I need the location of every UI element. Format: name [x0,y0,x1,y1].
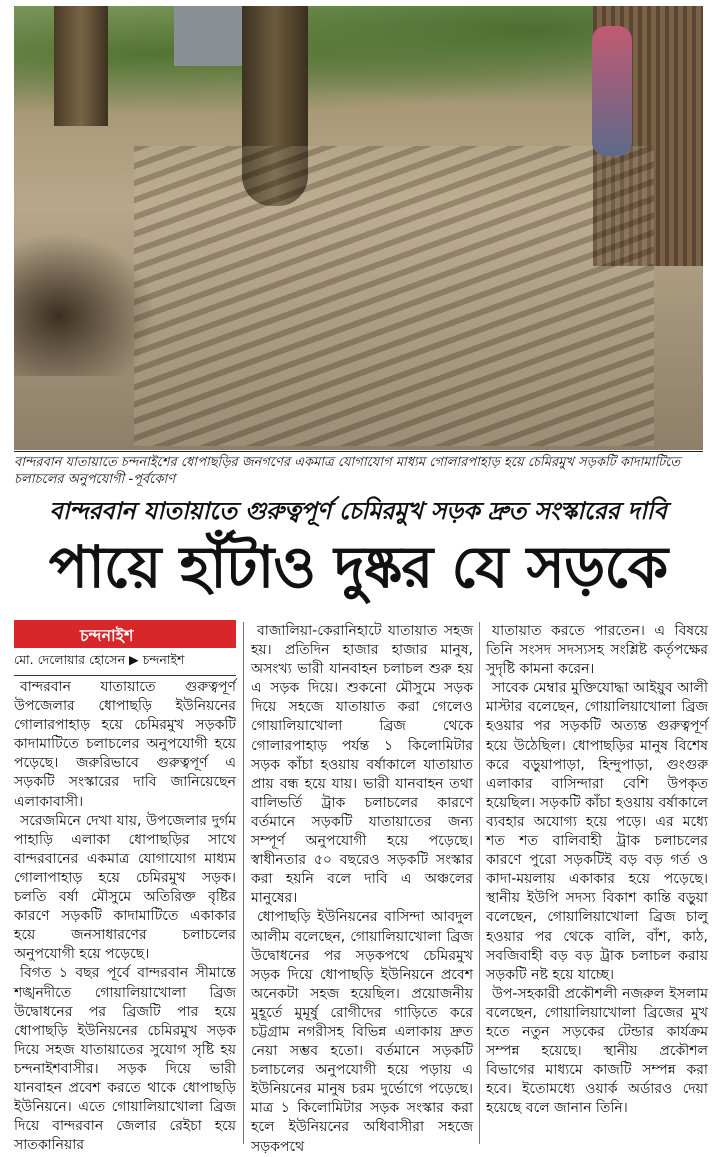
article-column-2 [251,622,473,1157]
paragraph: বান্দরবান যাতায়াতে গুরুত্বপূর্ণ উপজেলার ধোপাছড়ি ইউনিয়নের গোলারপাহাড় হয়ে চেমিরমুখ সড়কটি কাদামাটিতে চলাচলের অনুপযোগী হয়ে পড়েছে। জরুরিভাবে গুরুত্বপূর্ণ এ সড়কটি সংস্কারের দাবি জানিয়েছেন এলাকাবাসী। [14,679,236,810]
photo-caption: বান্দরবান যাতায়াতে চন্দনাইশের ধোপাছড়ির জনগণের একমাত্র যোগাযোগ মাধ্যম গোলারপাহাড় হয়ে চেমিরমুখ সড়কটি কাদামাটিতে চলাচলের অনুপযোগী -পূর্বকোণ [14,455,681,487]
paragraph: উপ-সহকারী প্রকৌশলী নজরুল ইসলাম বলেছেন, গোয়ালিয়াখোলা ব্রিজের মুখ হতে নতুন সড়কের টেন্ডার কার্যক্রম সম্পন্ন হয়েছে। স্থানীয় প্রকৌশল বিভাগের মাধ্যমে কাজটি সম্পন্ন করা হবে। ইতোমধ্যে ওয়ার্ক অর্ডারও দেয়া হয়েছে বলে জানান তিনি। [486,985,708,1117]
main-headline: পায়ে হাঁটাও দুষ্কর যে সড়কে [48,533,668,601]
article-column-1 [14,678,236,1155]
caption-divider [14,451,703,452]
paragraph: ধোপাছড়ি ইউনিয়নের বাসিন্দা আবদুল আলীম বলেছেন, গোয়ালিয়াখোলা ব্রিজ উদ্বোধনের পর সড়কপথে চেমিরমুখ সড়ক দিয়ে ধোপাছড়ি ইউনিয়নে প্রবেশ অনেকটা সহজ হয়েছিল। প্রয়োজনীয় মুহূর্তে মুমূর্ষু রোগীদের গাড়িতে করে চট্টগ্রাম নগরীসহ বিভিন্ন এলাকায় দ্রুত নেয়া সম্ভব হতো। বর্তমানে সড়কটি চলাচলের অনুপযোগী হয়ে পড়ায় এ ইউনিয়নের মানুষ চরম দুর্ভোগে পড়েছে। মাত্র ১ কিলোমিটার সড়ক সংস্কার করা হলে ইউনিয়নের অধিবাসীরা সহজে সড়কপথে [251,909,473,1155]
dateline-text: চন্দনাইশ [80,626,134,645]
column-divider [479,622,480,1144]
news-photo [14,6,703,450]
sub-headline: বান্দরবান যাতায়াতে গুরুত্বপূর্ণ চেমিরমুখ সড়ক দ্রুত সংস্কারের দাবি [49,497,667,525]
article-column-3 [486,622,708,1118]
dateline-banner [14,620,236,648]
photo-person [592,26,632,156]
byline: মো. দেলোয়ার হোসেন ▶ চন্দনাইশ [14,652,236,676]
paragraph: বাজালিয়া-কেরানিহাটে যাতায়াত সহজ হয়। প্রতিদিন হাজার হাজার মানুষ, অসংখ্য ভারী যানবাহন চলাচল শুরু হয় এ সড়ক দিয়ে। শুকনো মৌসুমে সড়ক দিয়ে সহজে যাতায়াত করা গেলেও গোয়ালিয়াখোলা ব্রিজ থেকে গোলারপাহাড় পর্যন্ত ১ কিলোমিটার সড়ক কাঁচা হওয়ায় বর্ষাকালে যাতায়াত প্রায় বন্ধ হয়ে যায়। ভারী যানবাহন তথা বালিভর্তি ট্রাক চলাচলের কারণে বর্তমানে সড়কটি যাতায়াতের জন্য সম্পূর্ণ অনুপযোগী হয়ে পড়েছে। স্বাধীনতার ৫০ বছরেও সড়কটি সংস্কার করা হয়নি বলে দাবি এ অঞ্চলের মানুষের। [251,623,473,907]
photo-tree-left [54,6,108,126]
photo-muddy-ruts [134,146,654,446]
column-divider [243,622,244,1144]
photo-shack [174,6,244,66]
paragraph: বিগত ১ বছর পূর্বে বান্দরবান সীমান্তে শঙ্খনদীতে গোয়ালিয়াখোলা ব্রিজ উদ্বোধনের পর ব্রিজটি পার হয়ে ধোপাছড়ি ইউনিয়নের চেমিরমুখ সড়ক দিয়ে সহজ যাতায়াতের সুযোগ সৃষ্টি হয় চন্দনাইশবাসীর। সড়ক দিয়ে ভারী যানবাহন প্রবেশ করতে থাকে ধোপাছড়ি ইউনিয়নে। এতে গোয়ালিয়াখোলা ব্রিজ দিয়ে বান্দরবান জেলার রেইচা হয়ে সাতকানিয়ার [14,965,236,1154]
paragraph: সাবেক মেম্বার মুক্তিযোদ্ধা আইয়ুব আলী মাস্টার বলেছেন, গোয়ালিয়াখোলা ব্রিজ হওয়ার পর সড়কটি অত্যন্ত গুরুত্বপূর্ণ হয়ে উঠেছিল। ধোপাছড়ির মানুষ বিশেষ করে বড়ুয়াপাড়া, হিন্দুপাড়া, গুংগুরু এলাকার বাসিন্দারা বেশি উপকৃত হয়েছিল। সড়কটি কাঁচা হওয়ায় বর্ষাকালে ব্যবহার অযোগ্য হয়ে পড়ে। এর মধ্যে শত শত বালিবাহী ট্রাক চলাচলের কারণে পুরো সড়কটিই বড় বড় গর্ত ও কাদা-ময়লায় একাকার হয়ে পড়েছে। স্থানীয় ইউপি সদস্য বিকাশ কান্তি বড়ুয়া বলেছেন, গোয়ালিয়াখোলা ব্রিজ চালু হওয়ার পর থেকে বালি, বাঁশ, কাঠ, সবজিবাহী বড় বড় ট্রাক চলাচল করায় সড়কটি নষ্ট হয়ে যাচ্ছে। [486,680,708,983]
paragraph: যাতায়াত করতে পারতেন। এ বিষয়ে তিনি সংসদ সদস্যসহ সংশ্লিষ্ট কর্তৃপক্ষের সুদৃষ্টি কামনা করেন। [486,623,708,678]
paragraph: সরেজমিনে দেখা যায়, উপজেলার দুর্গম পাহাড়ি এলাকা ধোপাছড়ির সাথে বান্দরবানের একমাত্র যোগাযোগ মাধ্যম গোলাপাহাড় হয়ে চেমিরমুখ সড়ক। চলতি বর্ষা মৌসুমে অতিরিক্ত বৃষ্টির কারণে সড়কটি কাদামাটিতে একাকার হয়ে জনসাধারণের চলাচলের অনুপযোগী হয়ে পড়েছে। [14,812,236,963]
photo-roots [14,226,164,376]
